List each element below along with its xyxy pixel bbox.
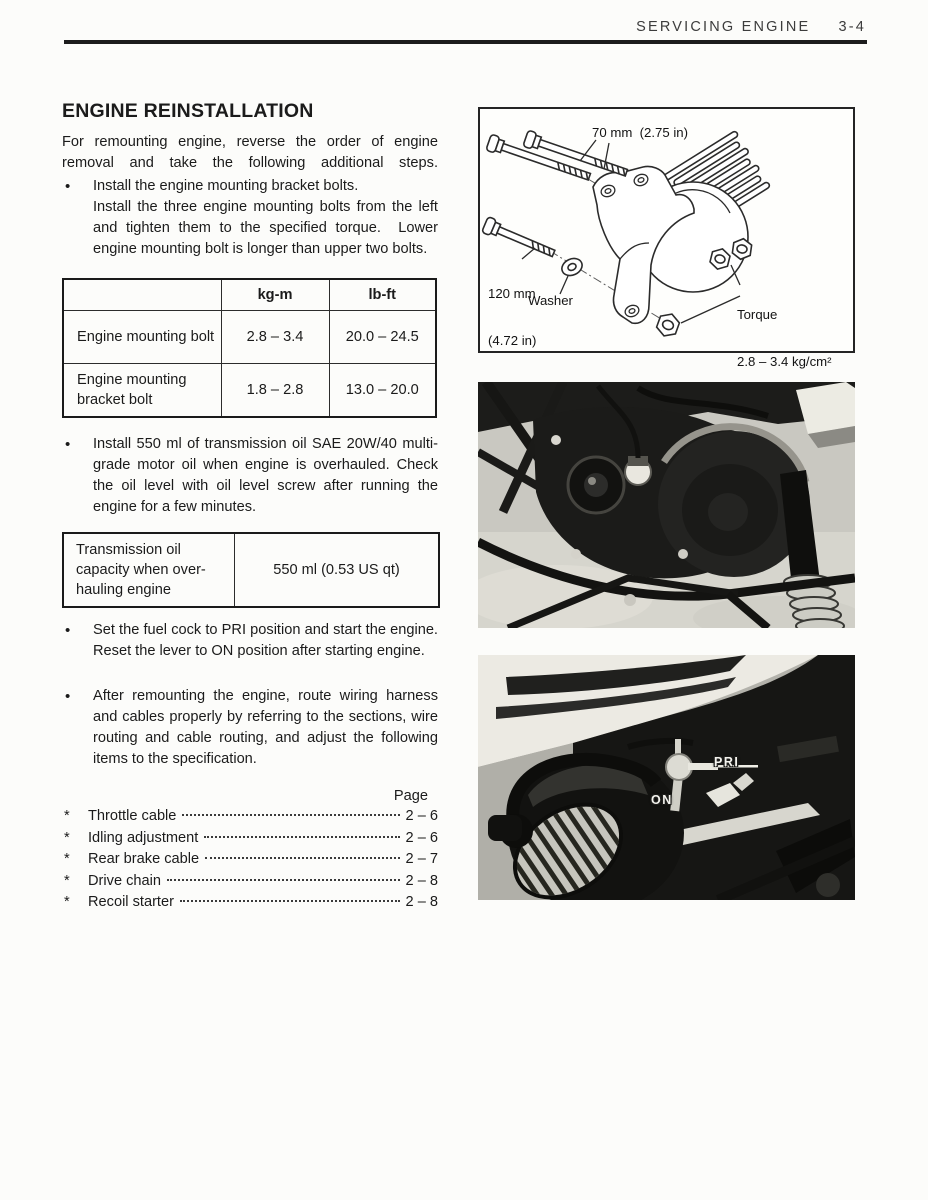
- washer-label: Washer: [528, 293, 573, 308]
- bullet-item-transmission-oil: [62, 434, 443, 518]
- ref-label: Rear brake cable: [88, 851, 200, 868]
- ref-page: 2 – 7: [405, 851, 438, 868]
- fuel-cock-pri-label: PRI: [714, 755, 740, 769]
- bullet-text: [93, 434, 443, 518]
- asterisk-marker: *: [64, 808, 70, 824]
- table-row: [63, 533, 439, 607]
- asterisk-marker: *: [64, 894, 70, 911]
- ref-page: 2 – 6: [405, 808, 438, 824]
- imperial-value: 20.0 – 24.5: [329, 311, 436, 364]
- bullet-marker: •: [65, 178, 71, 195]
- ref-label: Throttle cable: [88, 808, 177, 824]
- dot-leader: [182, 814, 399, 816]
- row-label: Engine mounting bracket bolt: [63, 364, 221, 418]
- fuel-cock-on-label: ON: [651, 793, 673, 807]
- bullet-text: [93, 686, 443, 770]
- bullet-item-wiring-routing: [62, 686, 443, 770]
- metric-value: 2.8 – 3.4: [221, 311, 329, 364]
- engine-mounting-diagram: [478, 107, 855, 369]
- bullet-marker: •: [65, 622, 71, 639]
- bullet-text: [93, 620, 447, 662]
- label-line: 120 mm: [488, 286, 536, 301]
- bullet-marker: •: [65, 688, 71, 705]
- intro-paragraph: For remounting engine, reverse the order of engine removal and take the following additional steps.: [62, 134, 443, 171]
- asterisk-marker: *: [64, 872, 70, 889]
- bullet-text: [93, 176, 443, 260]
- asterisk-marker: *: [64, 829, 70, 846]
- section-title: ENGINE REINSTALLATION: [62, 100, 314, 122]
- ref-page: 2 – 8: [405, 894, 438, 911]
- page-column-heading: Page: [393, 788, 428, 804]
- label-line: (4.72 in): [488, 332, 537, 348]
- page-reference-list: [62, 786, 438, 916]
- ref-label: Drive chain: [88, 872, 161, 889]
- bullet-paragraph: After remounting the engine, route wiring harness and cables properly by referring to the sections, wire routing and cable routing, and adjust the following items to the specification.: [93, 688, 443, 767]
- bullet-paragraph: Set the fuel cock to PRI position and start the engine. Reset the lever to ON position after starting engine.: [93, 622, 447, 659]
- list-item: [62, 894, 438, 916]
- section-name: SERVICING ENGINE: [636, 19, 811, 35]
- header-rule: [64, 40, 867, 44]
- photo-artwork: [478, 382, 855, 628]
- bolt-length-label-120mm: [488, 255, 536, 379]
- row-label: [63, 533, 235, 607]
- list-item: [62, 873, 438, 895]
- torque-title: Torque: [737, 307, 778, 322]
- dot-leader: [204, 836, 399, 838]
- column-header-metric: kg-m: [221, 279, 329, 311]
- table-header-row: [63, 279, 436, 311]
- ref-page: 2 – 6: [405, 829, 438, 846]
- asterisk-marker: *: [64, 851, 70, 868]
- bullet-item-mounting-bolts: [62, 176, 443, 260]
- table-row: [63, 364, 436, 418]
- text-column: [62, 100, 447, 916]
- bullet-item-fuel-cock: [62, 620, 447, 662]
- bolt-length-label-70mm: 70 mm (2.75 in): [592, 125, 689, 140]
- table-row: [63, 311, 436, 364]
- list-item: [62, 830, 438, 852]
- list-item: [62, 851, 438, 873]
- torque-metric: 2.8 – 3.4 kg/cm²: [737, 353, 832, 369]
- bullet-paragraph: Install the three engine mounting bolts from the left and tighten them to the specified torque. Lower engine mounting bolt is longer than upper two bolts.: [93, 199, 443, 257]
- ref-label: Idling adjustment: [88, 829, 199, 846]
- bullet-paragraph: Install the engine mounting bracket bolts.: [93, 178, 359, 194]
- bullet-paragraph: Install 550 ml of transmission oil SAE 20W/40 multi-grade motor oil when engine is overhauled. Check the oil level with oil level screw after running the engine for a few minutes.: [93, 436, 443, 515]
- label-line: Transmission oil: [76, 542, 181, 558]
- imperial-value: 13.0 – 20.0: [329, 364, 436, 418]
- page-number: 3-4: [838, 19, 866, 35]
- fuel-cock-photo: [478, 655, 855, 900]
- dot-leader: [180, 900, 400, 902]
- ref-label: Recoil starter: [88, 894, 174, 911]
- bullet-marker: •: [65, 436, 71, 453]
- list-item: [62, 808, 438, 830]
- dot-leader: [167, 879, 400, 881]
- photo-artwork: [478, 655, 855, 900]
- engine-mounted-photo: [478, 382, 855, 628]
- label-line: hauling engine: [76, 582, 171, 598]
- row-label: Engine mounting bolt: [63, 311, 221, 364]
- oil-capacity-table: [62, 532, 440, 608]
- capacity-value: 550 ml (0.53 US qt): [235, 533, 440, 607]
- column-header-imperial: lb-ft: [329, 279, 436, 311]
- table-corner-cell: [63, 279, 221, 311]
- torque-spec-table: [62, 278, 437, 418]
- metric-value: 1.8 – 2.8: [221, 364, 329, 418]
- ref-page: 2 – 8: [405, 872, 438, 889]
- dot-leader: [205, 857, 399, 859]
- running-header: [636, 19, 866, 35]
- label-line: capacity when over-: [76, 562, 206, 578]
